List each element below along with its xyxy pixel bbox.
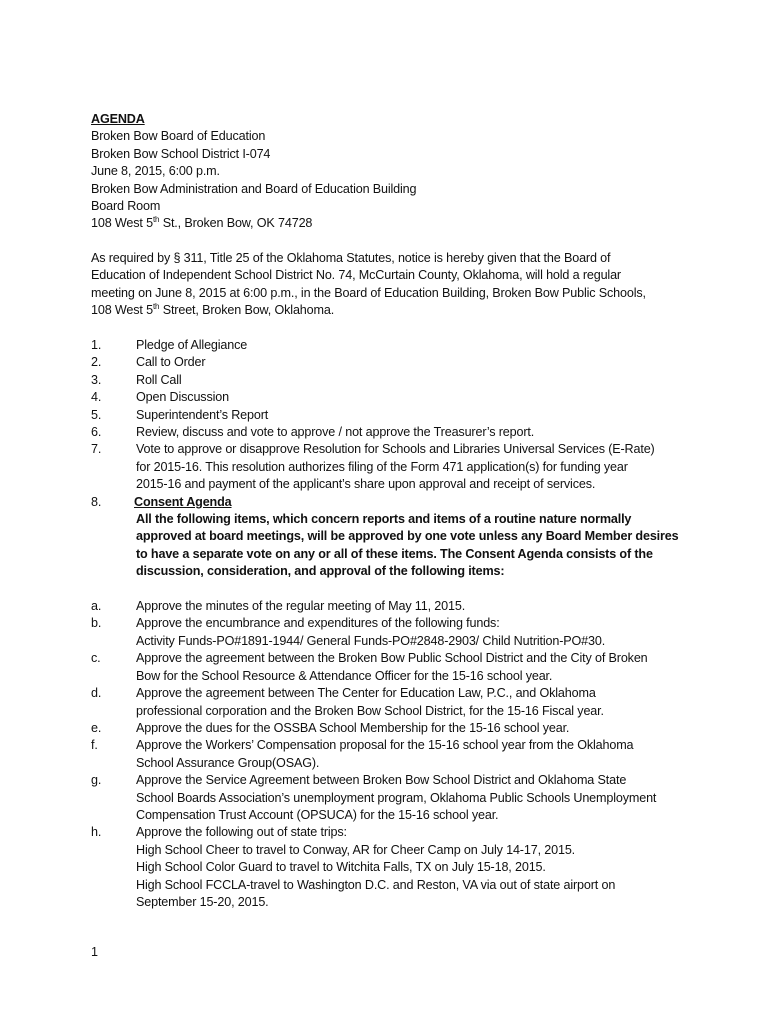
notice-line: Education of Independent School District No. 74, McCurtain County, Oklahoma, will hold a regular <box>91 268 621 283</box>
item-number: b. <box>91 616 102 631</box>
agenda-title: AGENDA <box>91 112 145 126</box>
list-item <box>91 824 691 911</box>
item-body <box>136 772 691 824</box>
list-item <box>91 720 691 737</box>
consent-agenda-heading: Consent Agenda <box>134 494 232 509</box>
item-line: Open Discussion <box>136 390 229 405</box>
item-number: 2. <box>91 355 102 370</box>
item-line: professional corporation and the Broken Bow School District, for the 15-16 Fiscal year. <box>136 703 604 718</box>
item-line: School Boards Association’s unemployment program, Oklahoma Public Schools Unemployment <box>136 790 657 805</box>
consent-line: discussion, consideration, and approval of the following items: <box>136 564 505 579</box>
item-line: Vote to approve or disapprove Resolution for Schools and Libraries Universal Services (E-Rate) <box>136 442 655 457</box>
list-item <box>91 737 691 772</box>
page-number: 1 <box>91 945 98 959</box>
item-body <box>136 598 691 615</box>
item-line: High School Color Guard to travel to Witchita Falls, TX on July 15-18, 2015. <box>136 860 546 875</box>
item-body <box>136 650 691 685</box>
item-line: Approve the following out of state trips: <box>136 825 347 840</box>
item-line: School Assurance Group(OSAG). <box>136 755 320 770</box>
meeting-address: 108 West 5th St., Broken Bow, OK 74728 <box>91 215 313 231</box>
item-line: Pledge of Allegiance <box>136 338 248 352</box>
item-number: 7. <box>91 442 102 457</box>
list-item <box>91 615 691 650</box>
item-number: d. <box>91 686 102 701</box>
list-item <box>91 372 691 389</box>
item-number: e. <box>91 720 102 735</box>
item-number: 3. <box>91 372 102 387</box>
item-line: Superintendent’s Report <box>136 407 269 422</box>
list-item <box>91 337 691 354</box>
item-body <box>136 407 691 424</box>
item-body <box>136 354 691 371</box>
item-body <box>136 372 691 389</box>
item-line: September 15-20, 2015. <box>136 894 269 909</box>
item-line: Approve the dues for the OSSBA School Membership for the 15-16 school year. <box>136 720 570 735</box>
list-item <box>91 389 691 406</box>
list-item <box>91 424 691 441</box>
item-number: c. <box>91 651 101 666</box>
item-body <box>136 494 691 581</box>
notice-line: As required by § 311, Title 25 of the Oklahoma Statutes, notice is hereby given that the Board of <box>91 251 611 265</box>
item-body <box>136 337 691 354</box>
item-body <box>136 389 691 406</box>
item-line: Approve the encumbrance and expenditures of the following funds: <box>136 616 500 631</box>
agenda-list <box>91 337 691 911</box>
item-number: g. <box>91 773 102 788</box>
meeting-datetime: June 8, 2015, 6:00 p.m. <box>91 164 220 179</box>
board-name: Broken Bow Board of Education <box>91 129 266 144</box>
consent-line: to have a separate vote on any or all of these items. The Consent Agenda consists of the <box>136 546 653 561</box>
item-number: 8. <box>91 494 102 509</box>
item-line: for 2015-16. This resolution authorizes filing of the Form 471 application(s) for funding year <box>136 459 628 474</box>
item-line: Compensation Trust Account (OPSUCA) for the 15-16 school year. <box>136 807 499 822</box>
item-line: High School FCCLA-travel to Washington D.C. and Reston, VA via out of state airport on <box>136 877 616 892</box>
item-line: Call to Order <box>136 355 206 370</box>
item-line: Review, discuss and vote to approve / not approve the Treasurer’s report. <box>136 425 535 440</box>
legal-notice <box>91 250 691 320</box>
item-body <box>136 720 691 737</box>
item-body <box>136 685 691 720</box>
list-item <box>91 441 691 493</box>
item-body <box>136 615 691 650</box>
item-line: 2015-16 and payment of the applicant’s share upon approval and receipt of services. <box>136 477 596 492</box>
spacer <box>91 581 691 598</box>
list-item <box>91 407 691 424</box>
consent-line: All the following items, which concern reports and items of a routine nature normally <box>136 512 632 527</box>
item-line: Approve the agreement between the Broken Bow Public School District and the City of Broken <box>136 651 648 666</box>
notice-line: meeting on June 8, 2015 at 6:00 p.m., in the Board of Education Building, Broken Bow Public Schools, <box>91 285 646 300</box>
item-line: Bow for the School Resource & Attendance Officer for the 15-16 school year. <box>136 668 553 683</box>
item-body <box>136 441 691 493</box>
item-line: Activity Funds-PO#1891-1944/ General Funds-PO#2848-2903/ Child Nutrition-PO#30. <box>136 633 606 648</box>
item-number: a. <box>91 599 102 614</box>
item-line: Roll Call <box>136 372 182 387</box>
meeting-building: Broken Bow Administration and Board of Education Building <box>91 181 417 196</box>
list-item <box>91 772 691 824</box>
consent-subitems <box>91 598 691 911</box>
meeting-room: Board Room <box>91 199 161 214</box>
list-item <box>91 650 691 685</box>
item-number: 5. <box>91 407 102 422</box>
item-number: f. <box>91 738 98 753</box>
item-line: Approve the Service Agreement between Broken Bow School District and Oklahoma State <box>136 773 627 788</box>
item-body <box>136 824 691 911</box>
list-item <box>91 354 691 371</box>
list-item <box>91 598 691 615</box>
item-line: Approve the agreement between The Center for Education Law, P.C., and Oklahoma <box>136 686 596 701</box>
list-item <box>91 685 691 720</box>
item-number: 1. <box>91 338 102 352</box>
agenda-items <box>91 337 691 494</box>
item-line: Approve the minutes of the regular meeting of May 11, 2015. <box>136 599 466 614</box>
notice-line: 108 West 5th Street, Broken Bow, Oklahoma. <box>91 302 335 318</box>
item-line: High School Cheer to travel to Conway, AR for Cheer Camp on July 14-17, 2015. <box>136 842 576 857</box>
item-line: Approve the Workers’ Compensation proposal for the 15-16 school year from the Oklahoma <box>136 738 634 753</box>
agenda-header <box>91 111 416 233</box>
item-number: 4. <box>91 390 102 405</box>
district-name: Broken Bow School District I-074 <box>91 146 271 161</box>
item-number: h. <box>91 825 102 840</box>
item-body <box>136 424 691 441</box>
item-number: 6. <box>91 425 102 440</box>
item-body <box>136 737 691 772</box>
consent-line: approved at board meetings, will be approved by one vote unless any Board Member desires <box>136 529 679 544</box>
consent-agenda-item <box>91 494 691 581</box>
